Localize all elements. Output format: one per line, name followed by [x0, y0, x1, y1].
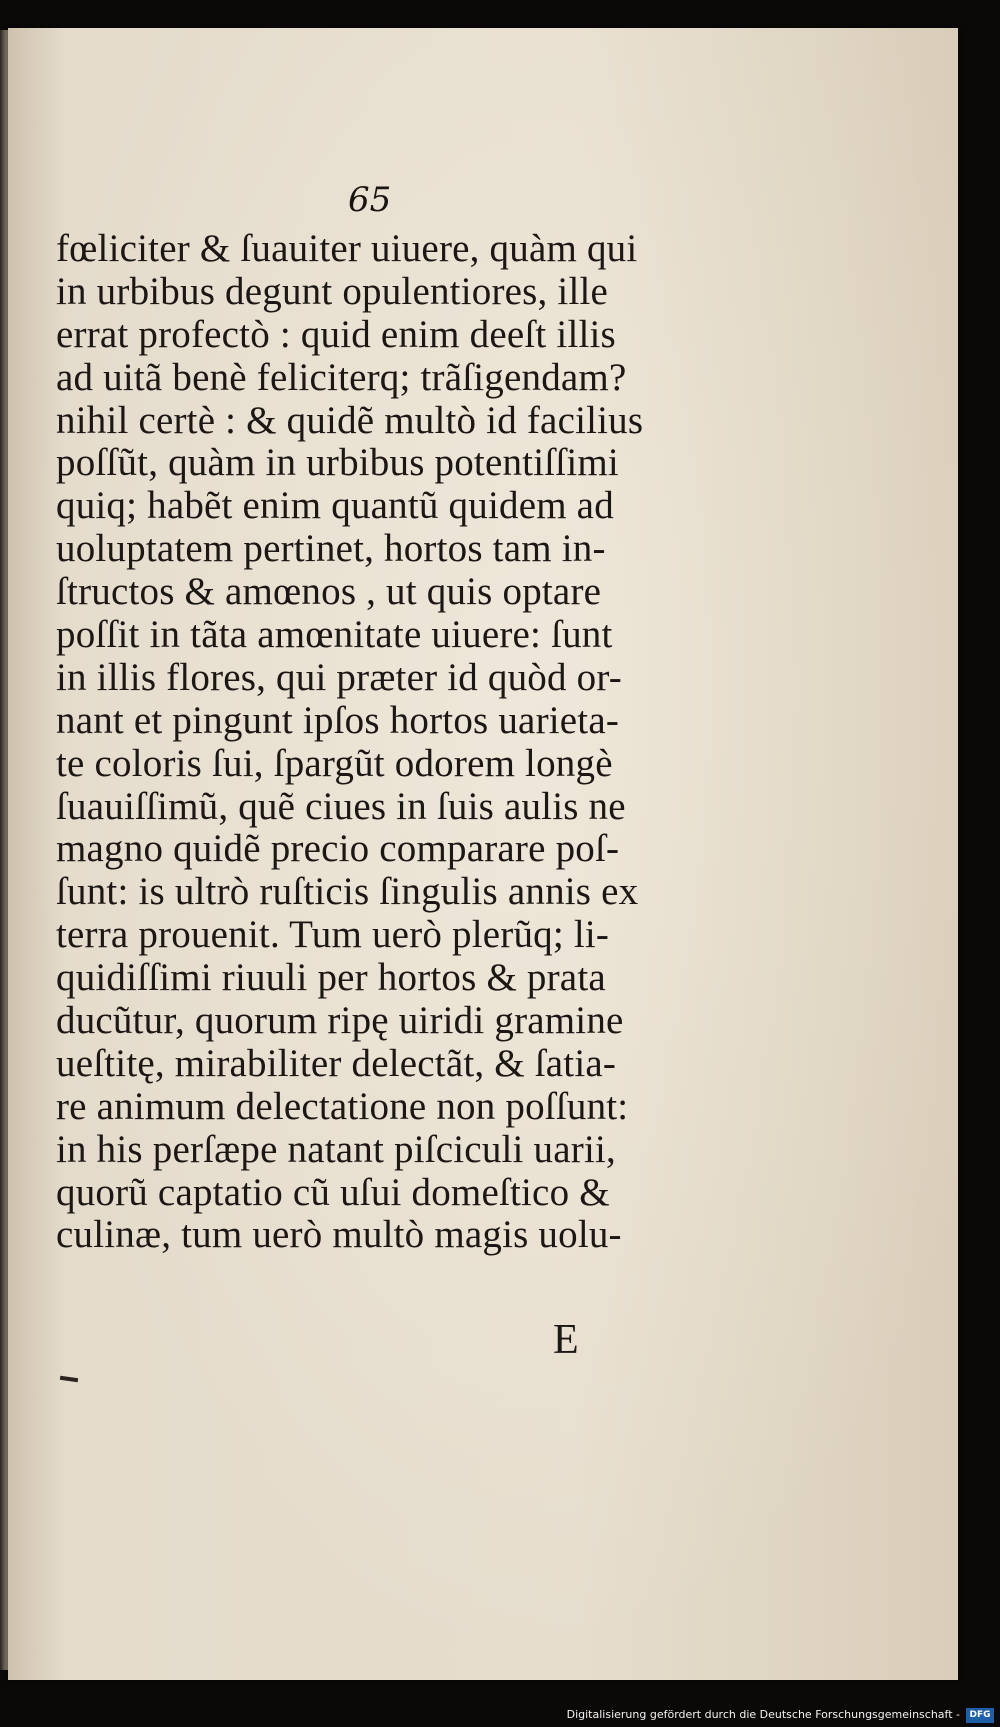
text-line: uoluptatem pertinet, hortos tam in-: [56, 527, 606, 571]
page-number: 65: [348, 180, 392, 220]
book-page: [8, 28, 958, 1680]
funding-credit: Digitalisierung gefördert durch die Deutsche Forschungsgemeinschaft -: [566, 1708, 960, 1721]
text-line: errat profectò : quid enim deeſt illis: [56, 312, 616, 356]
text-line: ueſtitę, mirabiliter delectãt, & ſatia-: [56, 1041, 617, 1085]
dfg-logo-icon: DFG: [966, 1708, 994, 1723]
text-line: ſuauiſſimũ, quẽ ciues in ſuis aulis ne: [56, 784, 626, 828]
text-line: poſſũt, quàm in urbibus potentiſſimi: [56, 441, 619, 485]
text-line: te coloris ſui, ſpargũt odorem longè: [56, 741, 613, 785]
text-line: ducũtur, quorum ripę uiridi gramine: [56, 999, 624, 1043]
text-line: in his perſæpe natant piſciculi uarii,: [56, 1127, 616, 1171]
text-line: ad uitã benè feliciterq; trãſigendam?: [56, 355, 627, 399]
digitization-footer: [0, 1705, 1000, 1727]
text-line: in urbibus degunt opulentiores, ille: [56, 269, 609, 313]
text-line: magno quidẽ precio comparare poſ-: [56, 827, 620, 871]
text-line: in illis flores, qui præter id quòd or-: [56, 655, 622, 699]
text-line: culinæ, tum uerò multò magis uolu-: [56, 1213, 622, 1257]
text-line: ſtructos & amœnos , ut quis optare: [56, 570, 602, 614]
ink-mark: [60, 1376, 78, 1382]
text-line: ſunt: is ultrò ruſticis ſingulis annis ex: [56, 870, 639, 914]
signature-mark: E: [553, 1317, 579, 1363]
text-line: poſſit in tãta amœnitate uiuere: ſunt: [56, 613, 613, 657]
text-line: re animum delectatione non poſſunt:: [56, 1084, 629, 1128]
text-line: nihil certè : & quidẽ multò id facilius: [56, 398, 644, 442]
text-line: quorũ captatio cũ uſui domeſtico &: [56, 1170, 610, 1214]
text-line: fœliciter & ſuauiter uiuere, quàm qui: [56, 227, 638, 270]
text-line: terra prouenit. Tum uerò plerũq; li-: [56, 913, 610, 957]
text-line: nant et pingunt ipſos hortos uarieta-: [56, 698, 620, 742]
text-line: quidiſſimi riuuli per hortos & prata: [56, 956, 606, 1000]
text-line: quiq; habẽt enim quantũ quidem ad: [56, 484, 614, 528]
body-text: [56, 228, 686, 1257]
